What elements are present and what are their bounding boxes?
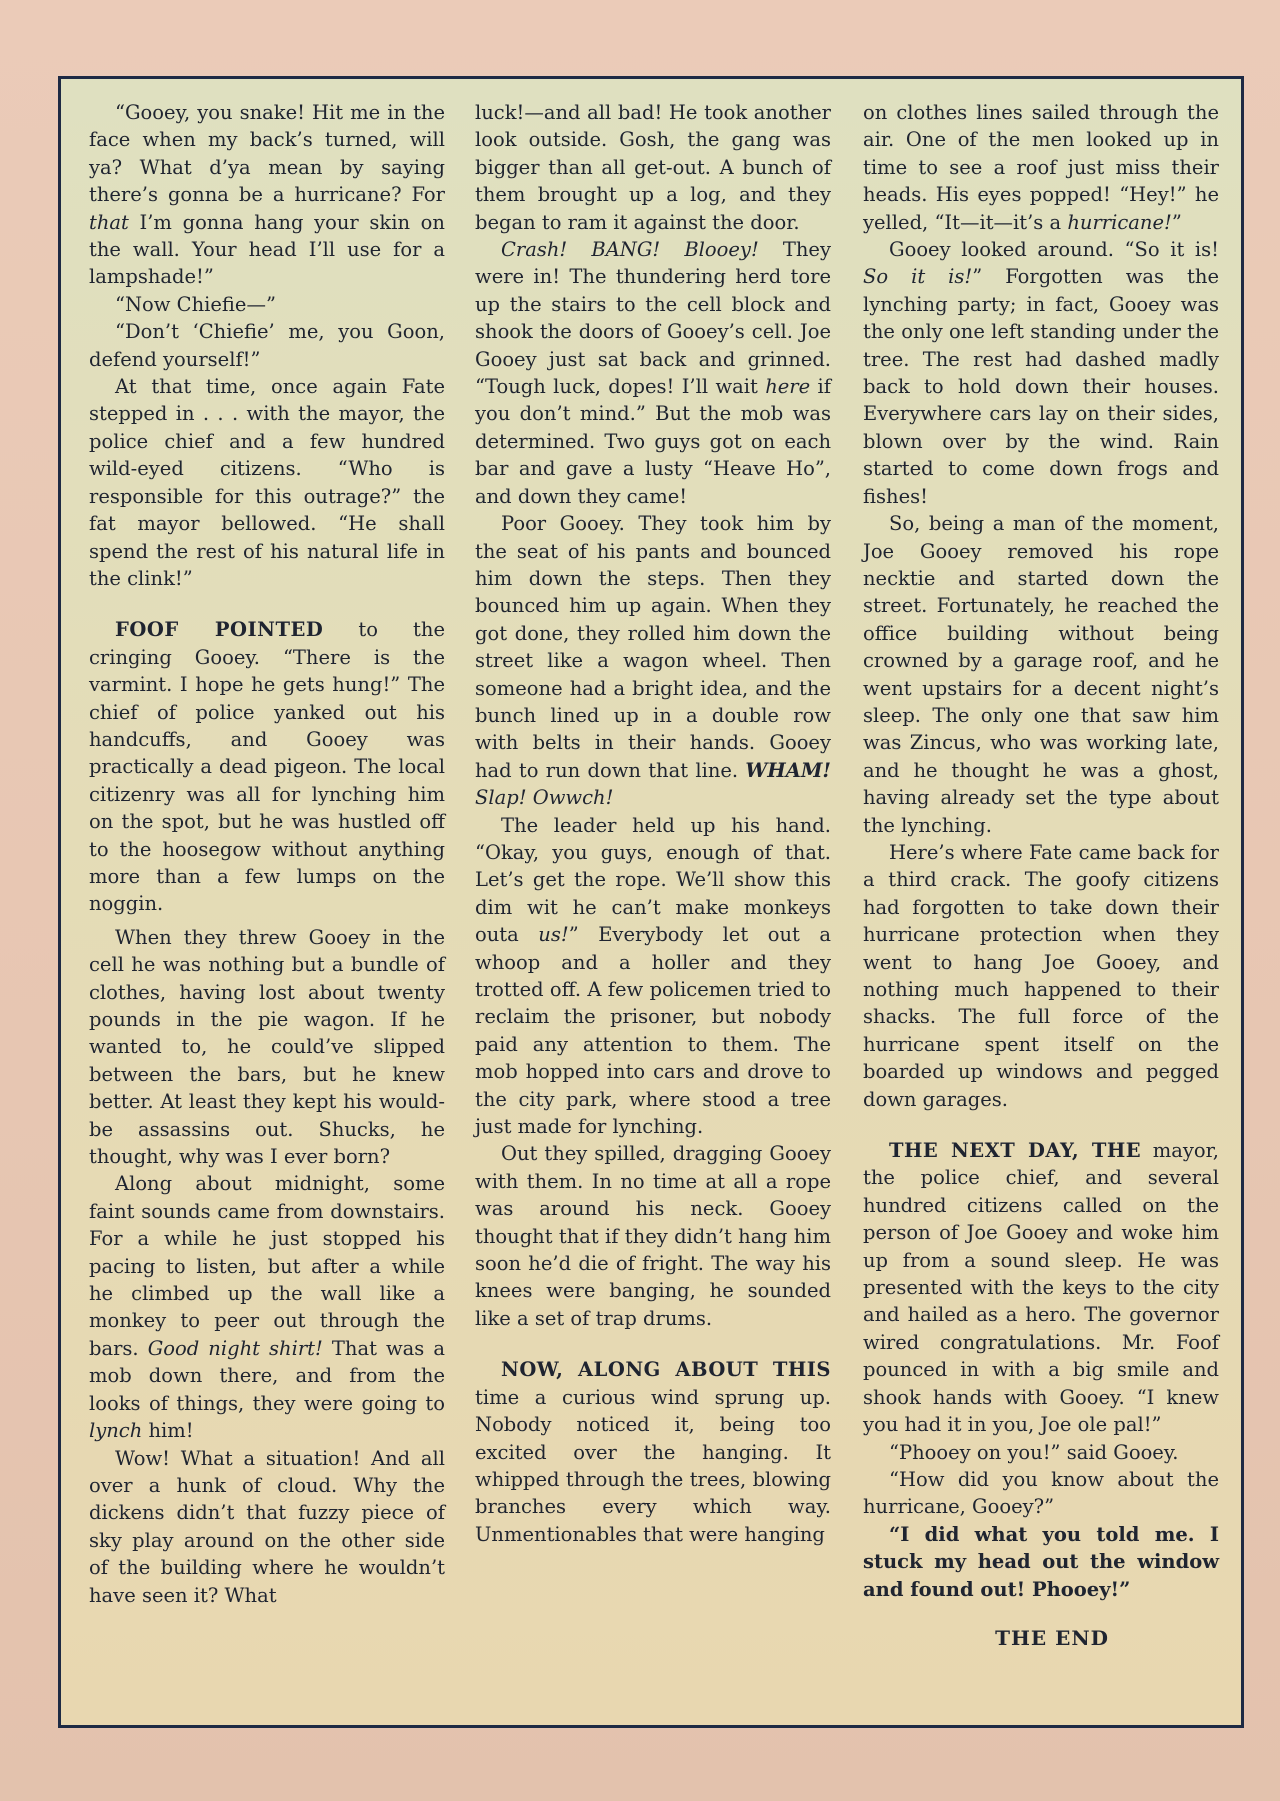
paragraph: So, being a man of the moment, Joe Gooey removed his rope necktie and started down the street. Fortunately, he reached the office building without being crowned by a garage roof, and he went upstairs for a decent night’s sleep. The only one that saw him was Zincus, who was working late, and he thought he was a ghost, having already set the type about the lynching. <box>863 512 1219 837</box>
paragraph: “Don’t ‘Chiefie’ me, you Goon, defend yourself!” <box>89 320 445 371</box>
column-1 <box>89 99 445 1609</box>
paragraph: The leader held up his hand. “Okay, you guys, enough of that. Let’s get the rope. We’ll show this dim wit he can’t make monkeys outa us!” Everybody let out a whoop and a holler and they trotted off. A few policemen tried to reclaim the prisoner, but nobody paid any attention to them. The mob hopped into cars and drove to the city park, where stood a tree just made for lynching. <box>475 813 831 1139</box>
column-3 <box>863 99 1219 1652</box>
paragraph: Wow! What a situation! And all over a hunk of cloud. Why the dickens didn’t that fuzzy piece of sky play around on the other side of the building where he wouldn’t have seen it? What <box>89 1446 445 1607</box>
column-2 <box>475 99 831 1548</box>
paragraph: NOW, ALONG ABOUT THIS time a curious wind sprung up. Nobody noticed it, being too excited over the hanging. It whipped through the trees, blowing branches every which way. Unmentionables that were hanging <box>475 1358 831 1546</box>
paragraph: Gooey looked around. “So it is! So it is!” Forgotten was the lynching party; in fact, Gooey was the only one left standing under the tree. The rest had dashed madly back to hold down their houses. Everywhere cars lay on their sides, blown over by the wind. Rain started to come down frogs and fishes! <box>863 238 1219 508</box>
paragraph: “How did you know about the hurricane, Gooey?” <box>863 1467 1219 1519</box>
paragraph: Here’s where Fate came back for a third crack. The goofy citizens had forgotten to take down their hurricane protection when they went to hang Joe Gooey, and nothing much happened to their shacks. The full force of the hurricane spent itself on the boarded up windows and pegged down garages. <box>863 840 1219 1111</box>
paragraph: “Phooey on you!” said Gooey. <box>889 1440 1179 1464</box>
paragraph: At that time, once again Fate stepped in . . . with the mayor, the police chief and a few hundred wild-eyed citizens. “Who is responsible for this outrage?” the fat mayor bellowed. “He shall spend the rest of his natural life in the clink!” <box>89 375 445 590</box>
paragraph: Crash! BANG! Blooey! They were in! The thundering herd tore up the stairs to the cell block and shook the doors of Gooey’s cell. Joe Gooey just sat back and grinned. “Tough luck, dopes! I’ll wait here if you don’t mind.” But the mob was determined. Two guys got on each bar and gave a lusty “Heave Ho”, and down they came! <box>475 238 831 508</box>
paragraph: THE NEXT DAY, THE mayor, the police chief, and several hundred citizens called on the person of Joe Gooey and woke him up from a sound sleep. He was presented with the keys to the city and hailed as a hero. The governor wired congratulations. Mr. Foof pounced in with a big smile and shook hands with Gooey. “I knew you had it in you, Joe ole pal!” <box>863 1139 1219 1437</box>
paragraph: Along about midnight, some faint sounds came from downstairs. For a while he just stopped his pacing to listen, but after a while he climbed up the wall like a monkey to peer out through the bars. Good night shirt! That was a mob down there, and from the looks of things, they were going to lynch him! <box>89 1172 446 1443</box>
text-panel <box>58 76 1244 1728</box>
paragraph: luck!—and all bad! He took another look outside. Gosh, the gang was bigger than all get-out. A bunch of them brought up a log, and they began to ram it against the door. <box>475 101 831 234</box>
paragraph: Out they spilled, dragging Gooey with them. In no time at all a rope was around his neck. Gooey thought that if they didn’t hang him soon he’d die of fright. The way his knees were banging, he sounded like a set of trap drums. <box>475 1142 831 1330</box>
paragraph: “I did what you told me. I stuck my head out the window and found out! Phooey!” <box>863 1522 1219 1601</box>
the-end: THE END <box>995 1625 1109 1650</box>
paragraph: on clothes lines sailed through the air. One of the men looked up in time to see a roof just miss their heads. His eyes popped! “Hey!” he yelled, “It—it—it’s a hurricane!” <box>863 101 1219 234</box>
paragraph: “Now Chiefie—” <box>115 292 276 316</box>
paragraph: When they threw Gooey in the cell he was nothing but a bundle of clothes, having lost about twenty pounds in the pie wagon. If he wanted to, he could’ve slipped between the bars, but he knew better. At least they kept his would-be assassins out. Shucks, he thought, why was I ever born? <box>89 925 445 1169</box>
paragraph: Poor Gooey. They took him by the seat of his pants and bounced him down the steps. Then they bounced him up again. When they got done, they rolled him down the street like a wagon wheel. Then someone had a bright idea, and the bunch lined up in a double row with belts in their hands. Gooey had to run down that line. WHAM! Slap! Owwch! <box>475 512 831 810</box>
paragraph: FOOF POINTED to the cringing Gooey. “There is the varmint. I hope he gets hung!” The chief of police yanked out his handcuffs, and Gooey was practically a dead pigeon. The local citizenry was all for lynching him on the spot, but he was hustled off to the hoosegow without anything more than a few lumps on the noggin. <box>89 618 445 916</box>
paragraph: “Gooey, you snake! Hit me in the face when my back’s turned, will ya? What d’ya mean by saying there’s gonna be a hurricane? For that I’m gonna hang your skin on the wall. Your head I’ll use for a lampshade!” <box>89 101 445 289</box>
